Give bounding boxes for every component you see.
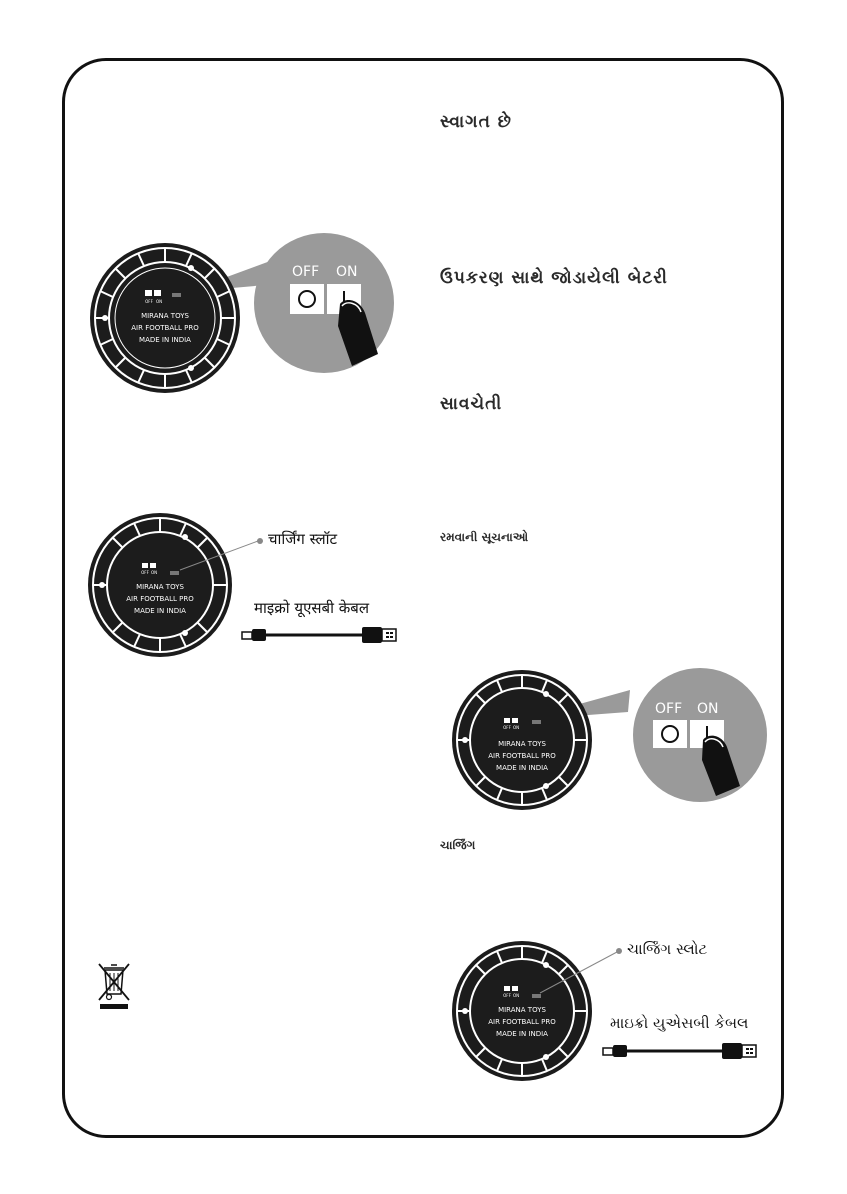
svg-text:OFF: OFF: [503, 993, 511, 998]
svg-text:ON: ON: [150, 570, 158, 575]
svg-text:OFF: OFF: [503, 725, 511, 730]
svg-text:MIRANA TOYS: MIRANA TOYS: [136, 583, 184, 591]
device-top-view-4: [452, 941, 592, 1081]
micro-usb-cable-label-gujarati: માઇક્રો યુએસબી કેબલ: [610, 1014, 749, 1032]
micro-usb-cable-label-hindi: माइक्रो यूएसबी केबल: [254, 599, 370, 617]
svg-text:OFF: OFF: [292, 264, 320, 280]
svg-text:MIRANA TOYS: MIRANA TOYS: [498, 740, 546, 748]
heading-charging: ચાર્જિંગ: [440, 838, 476, 852]
svg-text:ON: ON: [155, 299, 163, 304]
svg-text:OFF: OFF: [655, 701, 683, 717]
svg-text:ON: ON: [512, 993, 520, 998]
svg-text:MADE IN INDIA: MADE IN INDIA: [139, 336, 191, 344]
svg-text:MIRANA TOYS: MIRANA TOYS: [141, 312, 189, 320]
svg-text:AIR FOOTBALL PRO: AIR FOOTBALL PRO: [488, 1018, 556, 1026]
svg-text:ON: ON: [336, 264, 358, 280]
svg-text:MIRANA TOYS: MIRANA TOYS: [498, 1006, 546, 1014]
svg-text:AIR FOOTBALL PRO: AIR FOOTBALL PRO: [131, 324, 199, 332]
svg-text:MADE IN INDIA: MADE IN INDIA: [496, 764, 548, 772]
svg-text:ON: ON: [512, 725, 520, 730]
svg-text:AIR FOOTBALL PRO: AIR FOOTBALL PRO: [126, 595, 194, 603]
heading-battery: ઉપકરણ સાથે જોડાયેલી બેટરી: [440, 268, 668, 288]
svg-text:ON: ON: [697, 701, 719, 717]
svg-text:OFF: OFF: [145, 299, 153, 304]
charging-slot-label-hindi: चार्जिंग स्लॉट: [268, 530, 338, 548]
svg-text:AIR FOOTBALL PRO: AIR FOOTBALL PRO: [488, 752, 556, 760]
heading-caution: સાવચેતી: [440, 394, 503, 414]
crossed-out-wheelie-bin-icon: [96, 960, 132, 1010]
micro-usb-cable-2: [603, 1043, 756, 1059]
charging-slot-label-gujarati: ચાર્જિંગ સ્લોટ: [627, 940, 708, 958]
heading-welcome: સ્વાગત છે: [440, 112, 512, 132]
heading-play-instructions: રમવાની સૂચનાઓ: [440, 530, 529, 544]
svg-text:MADE IN INDIA: MADE IN INDIA: [134, 607, 186, 615]
svg-text:MADE IN INDIA: MADE IN INDIA: [496, 1030, 548, 1038]
svg-text:OFF: OFF: [141, 570, 149, 575]
